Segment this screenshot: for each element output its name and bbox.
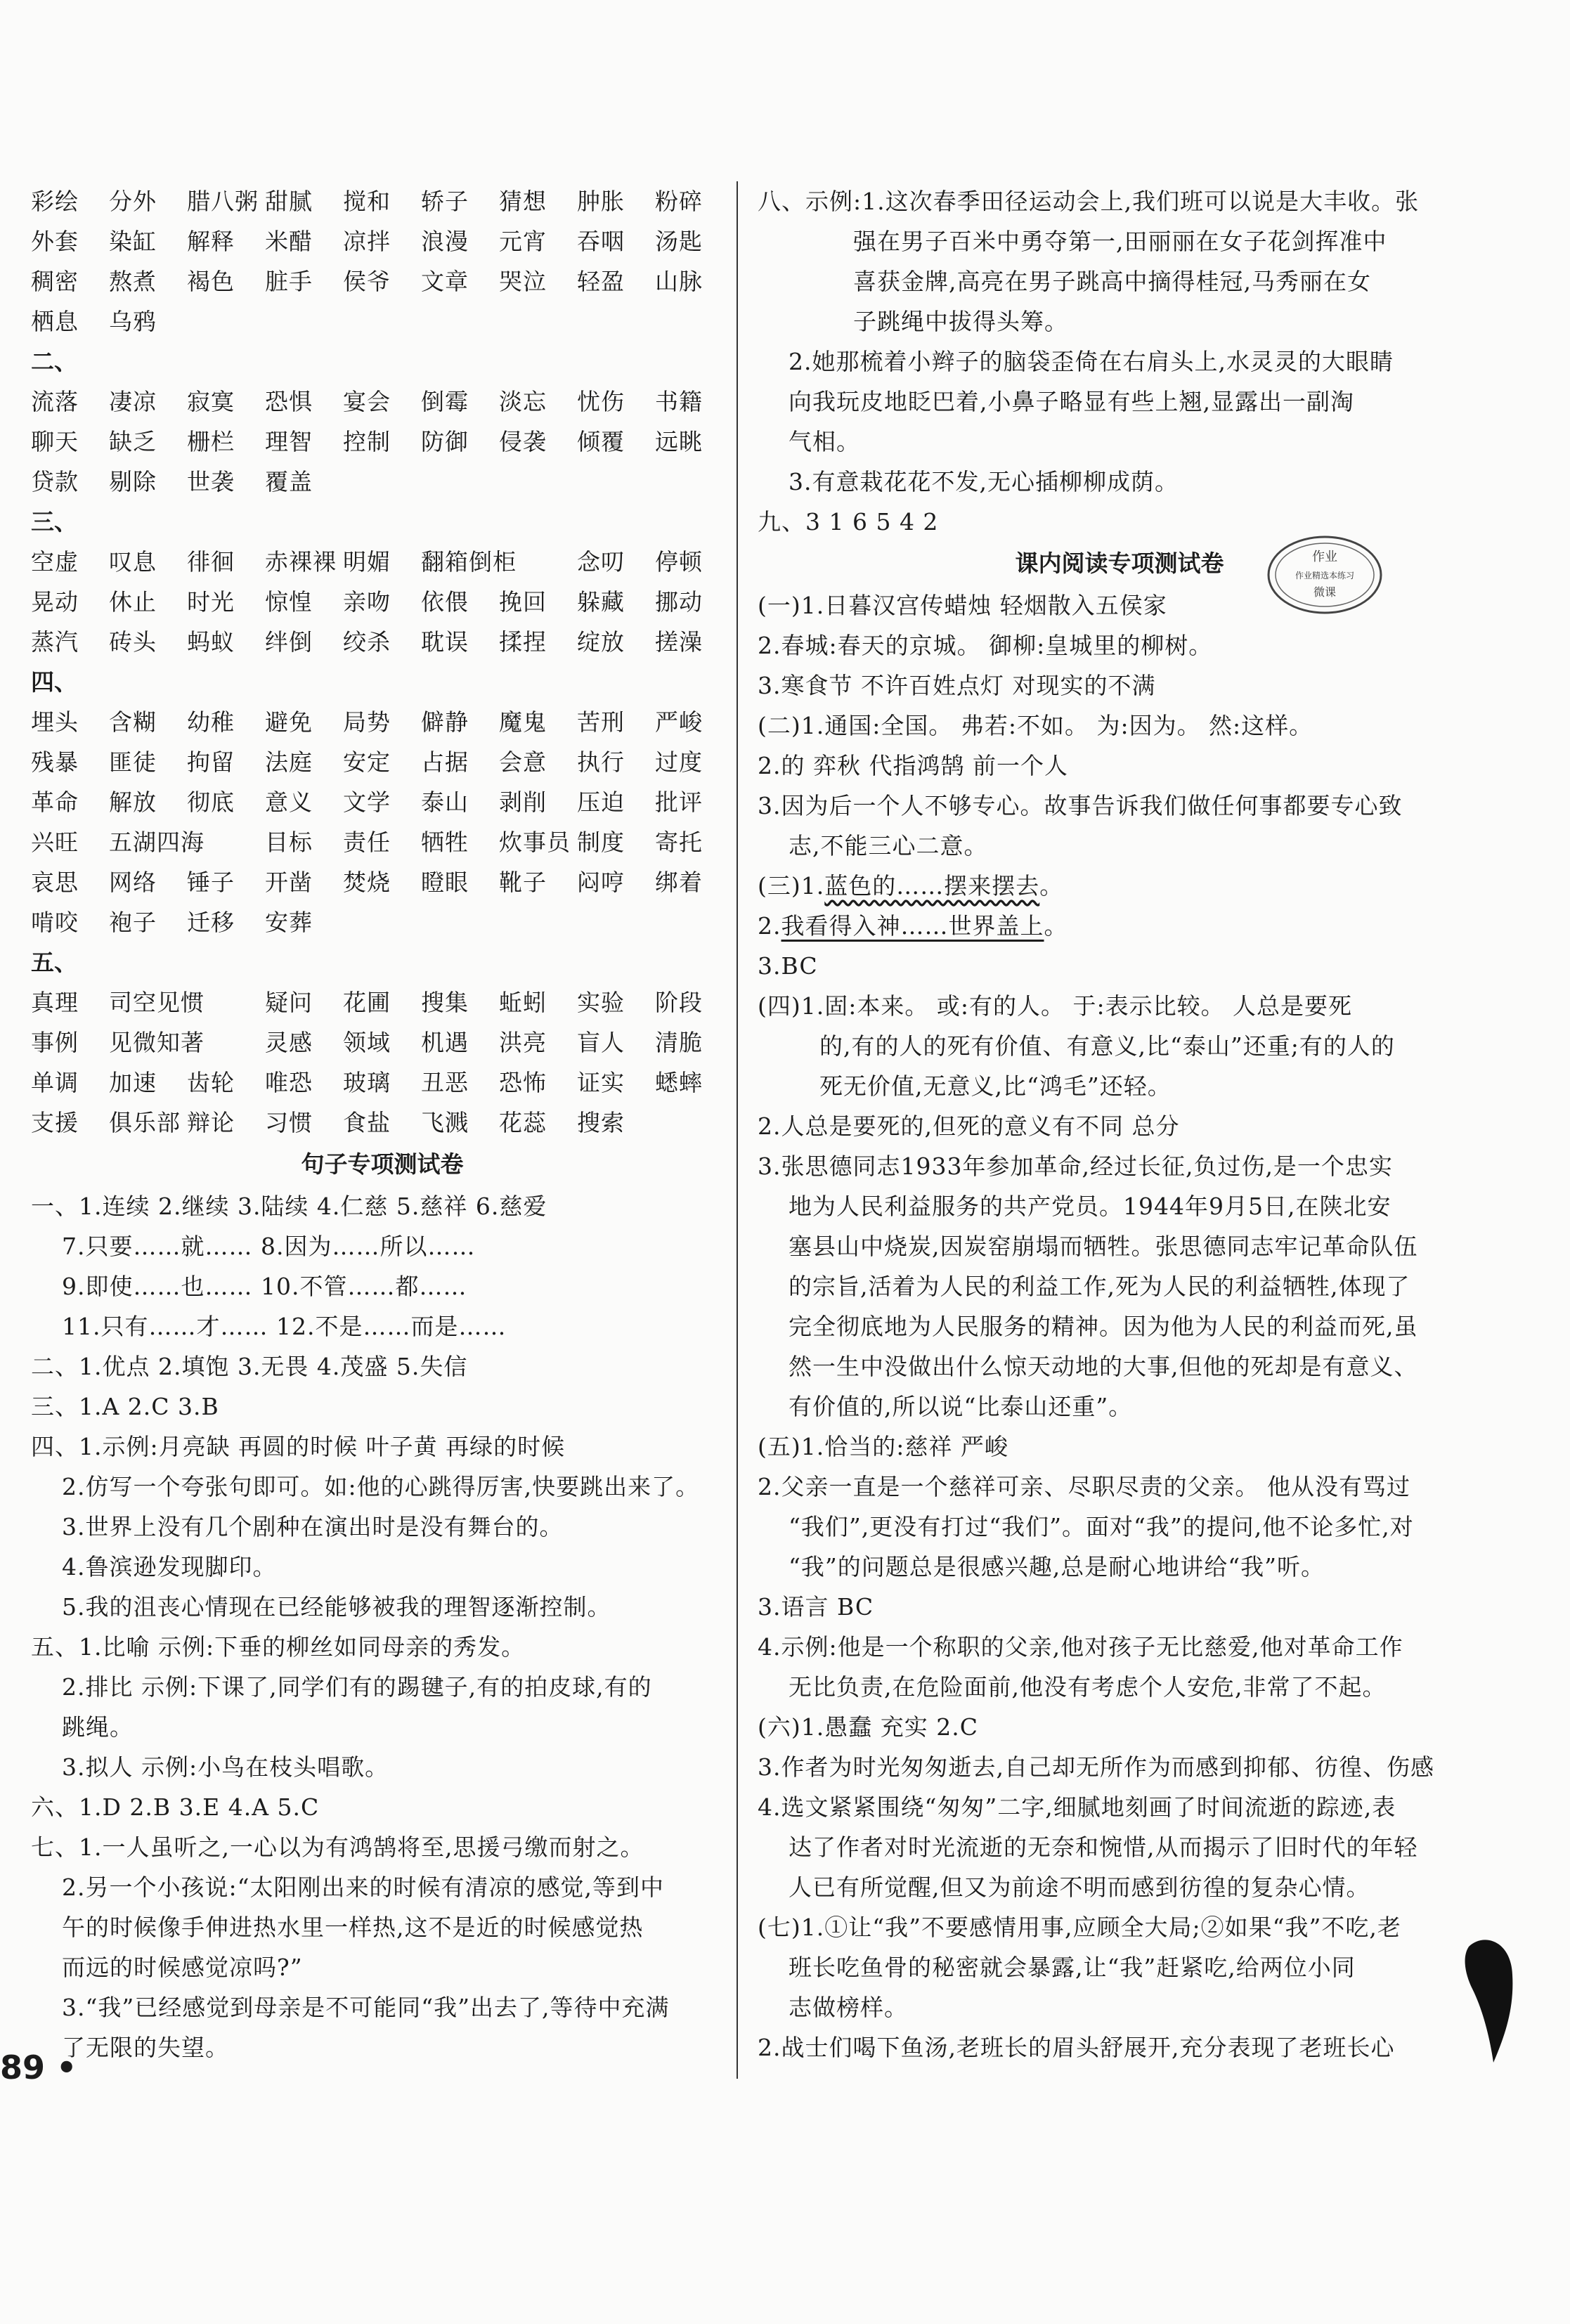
answer-line: 人已有所觉醒,但又为前途不明而感到彷徨的复杂心情。 [789,1874,1370,1901]
answer-line: 5.我的沮丧心情现在已经能够被我的理智逐渐控制。 [62,1593,611,1621]
word-item: 事例 [31,1029,79,1056]
word-item: 耽误 [421,628,469,656]
underlined-text: 我看得入神……世界盖上 [781,912,1044,940]
word-row [31,622,734,662]
word-row [31,822,734,862]
answer-line: 2.春城:春天的京城。 御柳:皇城里的柳树。 [758,632,1213,659]
sentence-answers [31,1186,734,2067]
word-item: 炊事员 [499,829,571,856]
answer-line: 向我玩皮地眨巴着,小鼻子略显有些上翘,显露出一副淘 [789,388,1354,415]
word-item: 制度 [577,829,625,856]
answer-line: (六)1.愚蠢 充实 2.C [758,1713,978,1741]
word-item: 占据 [421,748,469,776]
word-row [31,582,734,622]
word-item: 轿子 [421,188,469,215]
word-item: 搜索 [577,1109,625,1136]
answer-line: 7.只要……就…… 8.因为……所以…… [62,1233,476,1260]
answer-line: (五)1.恰当的:慈祥 严峻 [758,1433,1008,1460]
answer-line: 气相。 [789,428,860,455]
answer-line: 六、1.D 2.B 3.E 4.A 5.C [31,1793,320,1821]
word-item: 洪亮 [499,1029,547,1056]
homework-stamp-icon [1265,533,1384,617]
word-item: 灵感 [265,1029,313,1056]
word-item: 轻盈 [577,268,625,295]
word-item: 苦刑 [577,708,625,736]
answer-prefix: (三)1. [758,872,825,900]
word-item: 疑问 [265,989,313,1016]
answer-line-underlined-2 [758,906,1481,946]
answer-line: 而远的时候感觉凉吗?” [62,1954,303,1981]
answer-line: 3.张思德同志1933年参加革命,经过长征,负过伤,是一个忠实 [758,1153,1393,1180]
answer-line: 3.拟人 示例:小鸟在枝头唱歌。 [62,1753,389,1781]
word-item: 肿胀 [577,188,625,215]
word-item: 贷款 [31,468,79,495]
word-item: 浪漫 [421,228,469,255]
word-item: 褐色 [187,268,235,295]
word-item: 外套 [31,228,79,255]
word-item: 稠密 [31,268,79,295]
word-item: 执行 [577,748,625,776]
answer-line: 完全彻底地为人民服务的精神。因为他为人民的利益而死,虽 [789,1313,1418,1340]
word-item: 寂寞 [187,388,235,415]
word-item: 见微知著 [109,1029,205,1056]
sentence-test-title: 句子专项测试卷 [301,1150,464,1178]
word-item: 清脆 [655,1029,703,1056]
word-item: 寄托 [655,829,703,856]
word-item: 安定 [343,748,391,776]
word-item: 彻底 [187,788,235,816]
word-item: 解放 [109,788,157,816]
answer-line: 3.寒食节 不许百姓点灯 对现实的不满 [758,672,1156,699]
word-item: 习惯 [265,1109,313,1136]
word-item: 赤裸裸 [265,548,337,576]
word-list-2 [31,382,734,502]
word-row [31,462,734,502]
word-item: 网络 [109,869,157,896]
word-item: 脏手 [265,268,313,295]
answer-line: (一)1.日暮汉宫传蜡烛 轻烟散入五侯家 [758,592,1167,619]
answer-line: 3.有意栽花花不发,无心插柳柳成荫。 [789,468,1179,495]
word-item: 哭泣 [499,268,547,295]
answer-line: 三、1.A 2.C 3.B [31,1393,219,1420]
answer-line: 一、1.连续 2.继续 3.陆续 4.仁慈 5.慈祥 6.慈爱 [31,1193,547,1220]
word-item: 残暴 [31,748,79,776]
section-heading-3: 三、 [31,508,77,535]
answer-line: 2.排比 示例:下课了,同学们有的踢毽子,有的拍皮球,有的 [62,1673,652,1701]
word-item: 晃动 [31,588,79,616]
answer-line: “我们”,更没有打过“我们”。面对“我”的提问,他不论多忙,对 [789,1513,1414,1540]
word-item: 袍子 [109,909,157,936]
word-item: 绊倒 [265,628,313,656]
word-item: 绑着 [655,869,703,896]
word-item: 倾覆 [577,428,625,455]
word-row [31,902,734,942]
word-item: 过度 [655,748,703,776]
answer-line: 2.仿写一个夸张句即可。如:他的心跳得厉害,快要跳出来了。 [62,1473,700,1500]
word-item: 花蕊 [499,1109,547,1136]
word-item: 砖头 [109,628,157,656]
answer-line: 四、1.示例:月亮缺 再圆的时候 叶子黄 再绿的时候 [31,1433,566,1460]
word-item: 丑恶 [421,1069,469,1096]
word-item: 飞溅 [421,1109,469,1136]
answer-line: 2.父亲一直是一个慈祥可亲、尽职尽责的父亲。 他从没有骂过 [758,1473,1410,1500]
word-item: 倒霉 [421,388,469,415]
answer-line: 2.战士们喝下鱼汤,老班长的眉头舒展开,充分表现了老班长心 [758,2034,1395,2061]
word-item: 停顿 [655,548,703,576]
answer-line: 班长吃鱼骨的秘密就会暴露,让“我”赶紧吃,给两位小同 [789,1954,1356,1981]
word-row [31,221,734,261]
word-item: 腊八粥 [187,188,259,215]
word-item: 盲人 [577,1029,625,1056]
word-item: 淡忘 [499,388,547,415]
word-item: 熬煮 [109,268,157,295]
answer-line: 然一生中没做出什么惊天动地的大事,但他的死却是有意义、 [789,1353,1418,1380]
word-item: 兴旺 [31,829,79,856]
word-item: 叹息 [109,548,157,576]
answer-line-underlined-1 [758,866,1481,906]
word-item: 依偎 [421,588,469,616]
word-item: 泰山 [421,788,469,816]
answer-line: 4.鲁滨逊发现脚印。 [62,1553,277,1580]
word-item: 吞咽 [577,228,625,255]
answer-line: 无比负责,在危险面前,他没有考虑个人安危,非常了不起。 [789,1673,1387,1701]
word-item: 焚烧 [343,869,391,896]
word-item: 忧伤 [577,388,625,415]
word-item: 躲藏 [577,588,625,616]
word-item: 分外 [109,188,157,215]
word-item: 防御 [421,428,469,455]
word-item: 批评 [655,788,703,816]
answer-line: 强在男子百米中勇夺第一,田丽丽在女子花剑挥准中 [853,228,1387,255]
word-item: 革命 [31,788,79,816]
word-row [31,862,734,902]
answer-prefix: 2. [758,912,781,940]
word-item: 局势 [343,708,391,736]
word-item: 聊天 [31,428,79,455]
answer-line: 的宗旨,活着为人民的利益工作,死为人民的利益牺牲,体现了 [789,1273,1410,1300]
word-item: 蚂蚁 [187,628,235,656]
word-item: 蚯蚓 [499,989,547,1016]
word-row [31,382,734,422]
word-item: 侵袭 [499,428,547,455]
answer-line: 2.人总是要死的,但死的意义有不同 总分 [758,1112,1180,1140]
word-row [31,261,734,301]
word-row [31,742,734,782]
word-row [31,422,734,462]
word-item: 剥削 [499,788,547,816]
word-item: 牺牲 [421,829,469,856]
stamp-top-text: 作业 [1312,550,1337,564]
word-item: 徘徊 [187,548,235,576]
answer-line: 死无价值,无意义,比“鸿毛”还轻。 [819,1072,1172,1100]
word-list-3 [31,542,734,662]
word-item: 哀思 [31,869,79,896]
word-item: 加速 [109,1069,157,1096]
word-item: 侯爷 [343,268,391,295]
word-item: 世袭 [187,468,235,495]
word-item: 含糊 [109,708,157,736]
word-item: 闷哼 [577,869,625,896]
word-item: 宴会 [343,388,391,415]
word-item: 乌鸦 [109,308,157,335]
word-item: 绞杀 [343,628,391,656]
answer-line: 的,有的人的死有价值、有意义,比“泰山”还重;有的人的 [819,1032,1395,1060]
word-item: 山脉 [655,268,703,295]
page-number: 89 • [0,2049,77,2086]
word-item: 文学 [343,788,391,816]
answer-line: 3.BC [758,952,818,980]
word-item: 蟋蟀 [655,1069,703,1096]
answer-line: 午的时候像手伸进热水里一样热,这不是近的时候感觉热 [62,1914,644,1941]
section-heading-5: 五、 [31,949,77,976]
word-item: 恐怖 [499,1069,547,1096]
word-item: 揉捏 [499,628,547,656]
word-item: 缺乏 [109,428,157,455]
word-row [31,542,734,582]
word-item: 幼稚 [187,708,235,736]
word-item: 惊惶 [265,588,313,616]
word-item: 挪动 [655,588,703,616]
answer-line: (四)1.固:本来。 或:有的人。 于:表示比较。 人总是要死 [758,992,1353,1020]
word-item: 开凿 [265,869,313,896]
word-item: 蒸汽 [31,628,79,656]
word-item: 文章 [421,268,469,295]
answer-line: (二)1.通国:全国。 弗若:不如。 为:因为。 然:这样。 [758,712,1313,739]
word-item: 解释 [187,228,235,255]
word-item: 齿轮 [187,1069,235,1096]
word-item: 真理 [31,989,79,1016]
answer-line: 跳绳。 [62,1713,134,1741]
word-item: 念叨 [577,548,625,576]
word-item: 搅和 [343,188,391,215]
word-item: 司空见惯 [109,989,205,1016]
column-divider [737,181,738,2079]
word-item: 染缸 [109,228,157,255]
answer-line: 地为人民利益服务的共产党员。1944年9月5日,在陕北安 [789,1193,1391,1220]
word-item: 粉碎 [655,188,703,215]
answer-line: 4.示例:他是一个称职的父亲,他对孩子无比慈爱,他对革命工作 [758,1633,1403,1661]
word-item: 五湖四海 [109,829,205,856]
answer-line: 七、1.一人虽听之,一心以为有鸿鹄将至,思援弓缴而射之。 [31,1833,644,1861]
word-item: 啃咬 [31,909,79,936]
answer-line: 3.世界上没有几个剧种在演出时是没有舞台的。 [62,1513,564,1540]
word-item: 流落 [31,388,79,415]
word-item: 目标 [265,829,313,856]
word-item: 猜想 [499,188,547,215]
answer-line: 志,不能三心二意。 [789,832,988,859]
stamp-bottom-text: 微课 [1313,585,1337,599]
word-item: 锤子 [187,869,235,896]
word-list-5 [31,982,734,1143]
word-item: 控制 [343,428,391,455]
answer-line: 3.“我”已经感觉到母亲是不可能同“我”出去了,等待中充满 [62,1994,670,2021]
word-item: 明媚 [343,548,391,576]
section-heading-4: 四、 [31,668,77,696]
answer-line: 八、示例:1.这次春季田径运动会上,我们班可以说是大丰收。张 [758,188,1420,215]
reading-test-title: 课内阅读专项测试卷 [1015,550,1224,577]
word-item: 瞪眼 [421,869,469,896]
word-item: 食盐 [343,1109,391,1136]
word-item: 米醋 [265,228,313,255]
word-item: 空虚 [31,548,79,576]
answer-suffix: 。 [1044,912,1068,940]
word-item: 迁移 [187,909,235,936]
answer-suffix: 。 [1039,872,1064,900]
answer-line: 11.只有……才…… 12.不是……而是…… [62,1313,507,1340]
word-item: 拘留 [187,748,235,776]
word-item: 唯恐 [265,1069,313,1096]
word-row [31,1063,734,1103]
answer-line: 4.选文紧紧围绕“匆匆”二字,细腻地刻画了时间流逝的踪迹,表 [758,1793,1396,1821]
left-column [31,181,734,2067]
answer-line: 3.作者为时光匆匆逝去,自己却无所作为而感到抑郁、彷徨、伤感 [758,1753,1434,1781]
word-item: 法庭 [265,748,313,776]
word-item: 领域 [343,1029,391,1056]
stamp-mid-text: 作业精选本练习 [1295,571,1355,580]
word-item: 安葬 [265,909,313,936]
word-item: 理智 [265,428,313,455]
word-item: 凉拌 [343,228,391,255]
word-item: 会意 [499,748,547,776]
word-item: 恐惧 [265,388,313,415]
word-item: 挽回 [499,588,547,616]
word-item: 责任 [343,829,391,856]
answer-line: 3.因为后一个人不够专心。故事告诉我们做任何事都要专心致 [758,792,1403,819]
word-item: 凄凉 [109,388,157,415]
word-item: 亲吻 [343,588,391,616]
word-item: 搓澡 [655,628,703,656]
word-item: 翻箱倒柜 [421,548,517,576]
word-item: 魔鬼 [499,708,547,736]
word-item: 搜集 [421,989,469,1016]
wavy-underlined-text: 蓝色的……摆来摆去 [824,872,1040,900]
answer-line: 二、1.优点 2.填饱 3.无畏 4.茂盛 5.失信 [31,1353,468,1380]
word-item: 僻静 [421,708,469,736]
answer-line: 子跳绳中拔得头筹。 [853,308,1068,335]
word-item: 埋头 [31,708,79,736]
word-list-4 [31,702,734,942]
word-row [31,1023,734,1063]
word-row [31,1103,734,1143]
answer-line: 志做榜样。 [789,1994,908,2021]
answer-line: 2.她那梳着小辫子的脑袋歪倚在右肩头上,水灵灵的大眼睛 [789,348,1394,375]
word-item: 避免 [265,708,313,736]
word-item: 靴子 [499,869,547,896]
word-item: 元宵 [499,228,547,255]
answer-line: 达了作者对时光流逝的无奈和惋惜,从而揭示了旧时代的年轻 [789,1833,1418,1861]
word-item: 栖息 [31,308,79,335]
answer-line: 2.另一个小孩说:“太阳刚出来的时候有清凉的感觉,等到中 [62,1874,664,1901]
word-item: 证实 [577,1069,625,1096]
word-row [31,782,734,822]
answer-line: 9.即使……也…… 10.不管……都…… [62,1273,467,1300]
word-row [31,702,734,742]
word-list-1 [31,181,734,342]
answer-line: “我”的问题总是很感兴趣,总是耐心地讲给“我”听。 [789,1553,1325,1580]
word-item: 阶段 [655,989,703,1016]
answer-line: (七)1.①让“我”不要感情用事,应顾全大局;②如果“我”不吃,老 [758,1914,1401,1941]
word-item: 单调 [31,1069,79,1096]
answer-line: 有价值的,所以说“比泰山还重”。 [789,1393,1133,1420]
answer-line: 五、1.比喻 示例:下垂的柳丝如同母亲的秀发。 [31,1633,526,1661]
word-item: 玻璃 [343,1069,391,1096]
answer-line: 2.的 弈秋 代指鸿鹄 前一个人 [758,752,1068,779]
word-item: 汤匙 [655,228,703,255]
word-item: 机遇 [421,1029,469,1056]
word-item: 剔除 [109,468,157,495]
word-item: 花圃 [343,989,391,1016]
word-item: 支援 [31,1109,79,1136]
word-row [31,301,734,342]
word-item: 严峻 [655,708,703,736]
word-item: 匪徒 [109,748,157,776]
word-item: 休止 [109,588,157,616]
word-row [31,181,734,221]
word-item: 彩绘 [31,188,79,215]
word-item: 栅栏 [187,428,235,455]
word-item: 压迫 [577,788,625,816]
word-item: 甜腻 [265,188,313,215]
word-item: 覆盖 [265,468,313,495]
word-item: 辩论 [187,1109,235,1136]
word-row [31,982,734,1023]
section-heading-2: 二、 [31,348,77,375]
word-item: 时光 [187,588,235,616]
answer-line: 塞县山中烧炭,因炭窑崩塌而牺牲。张思德同志牢记革命队伍 [789,1233,1418,1260]
answer-line: 九、3 1 6 5 4 2 [758,508,939,535]
word-item: 俱乐部 [109,1109,181,1136]
right-column [758,181,1481,2067]
word-item: 书籍 [655,388,703,415]
word-item: 远眺 [655,428,703,455]
answer-line: 了无限的失望。 [62,2034,229,2061]
answer-line: 喜获金牌,高亮在男子跳高中摘得桂冠,马秀丽在女 [853,268,1371,295]
ink-blot [1462,1933,1518,2066]
answer-line: 3.语言 BC [758,1593,874,1621]
word-item: 绽放 [577,628,625,656]
word-item: 实验 [577,989,625,1016]
word-item: 意义 [265,788,313,816]
